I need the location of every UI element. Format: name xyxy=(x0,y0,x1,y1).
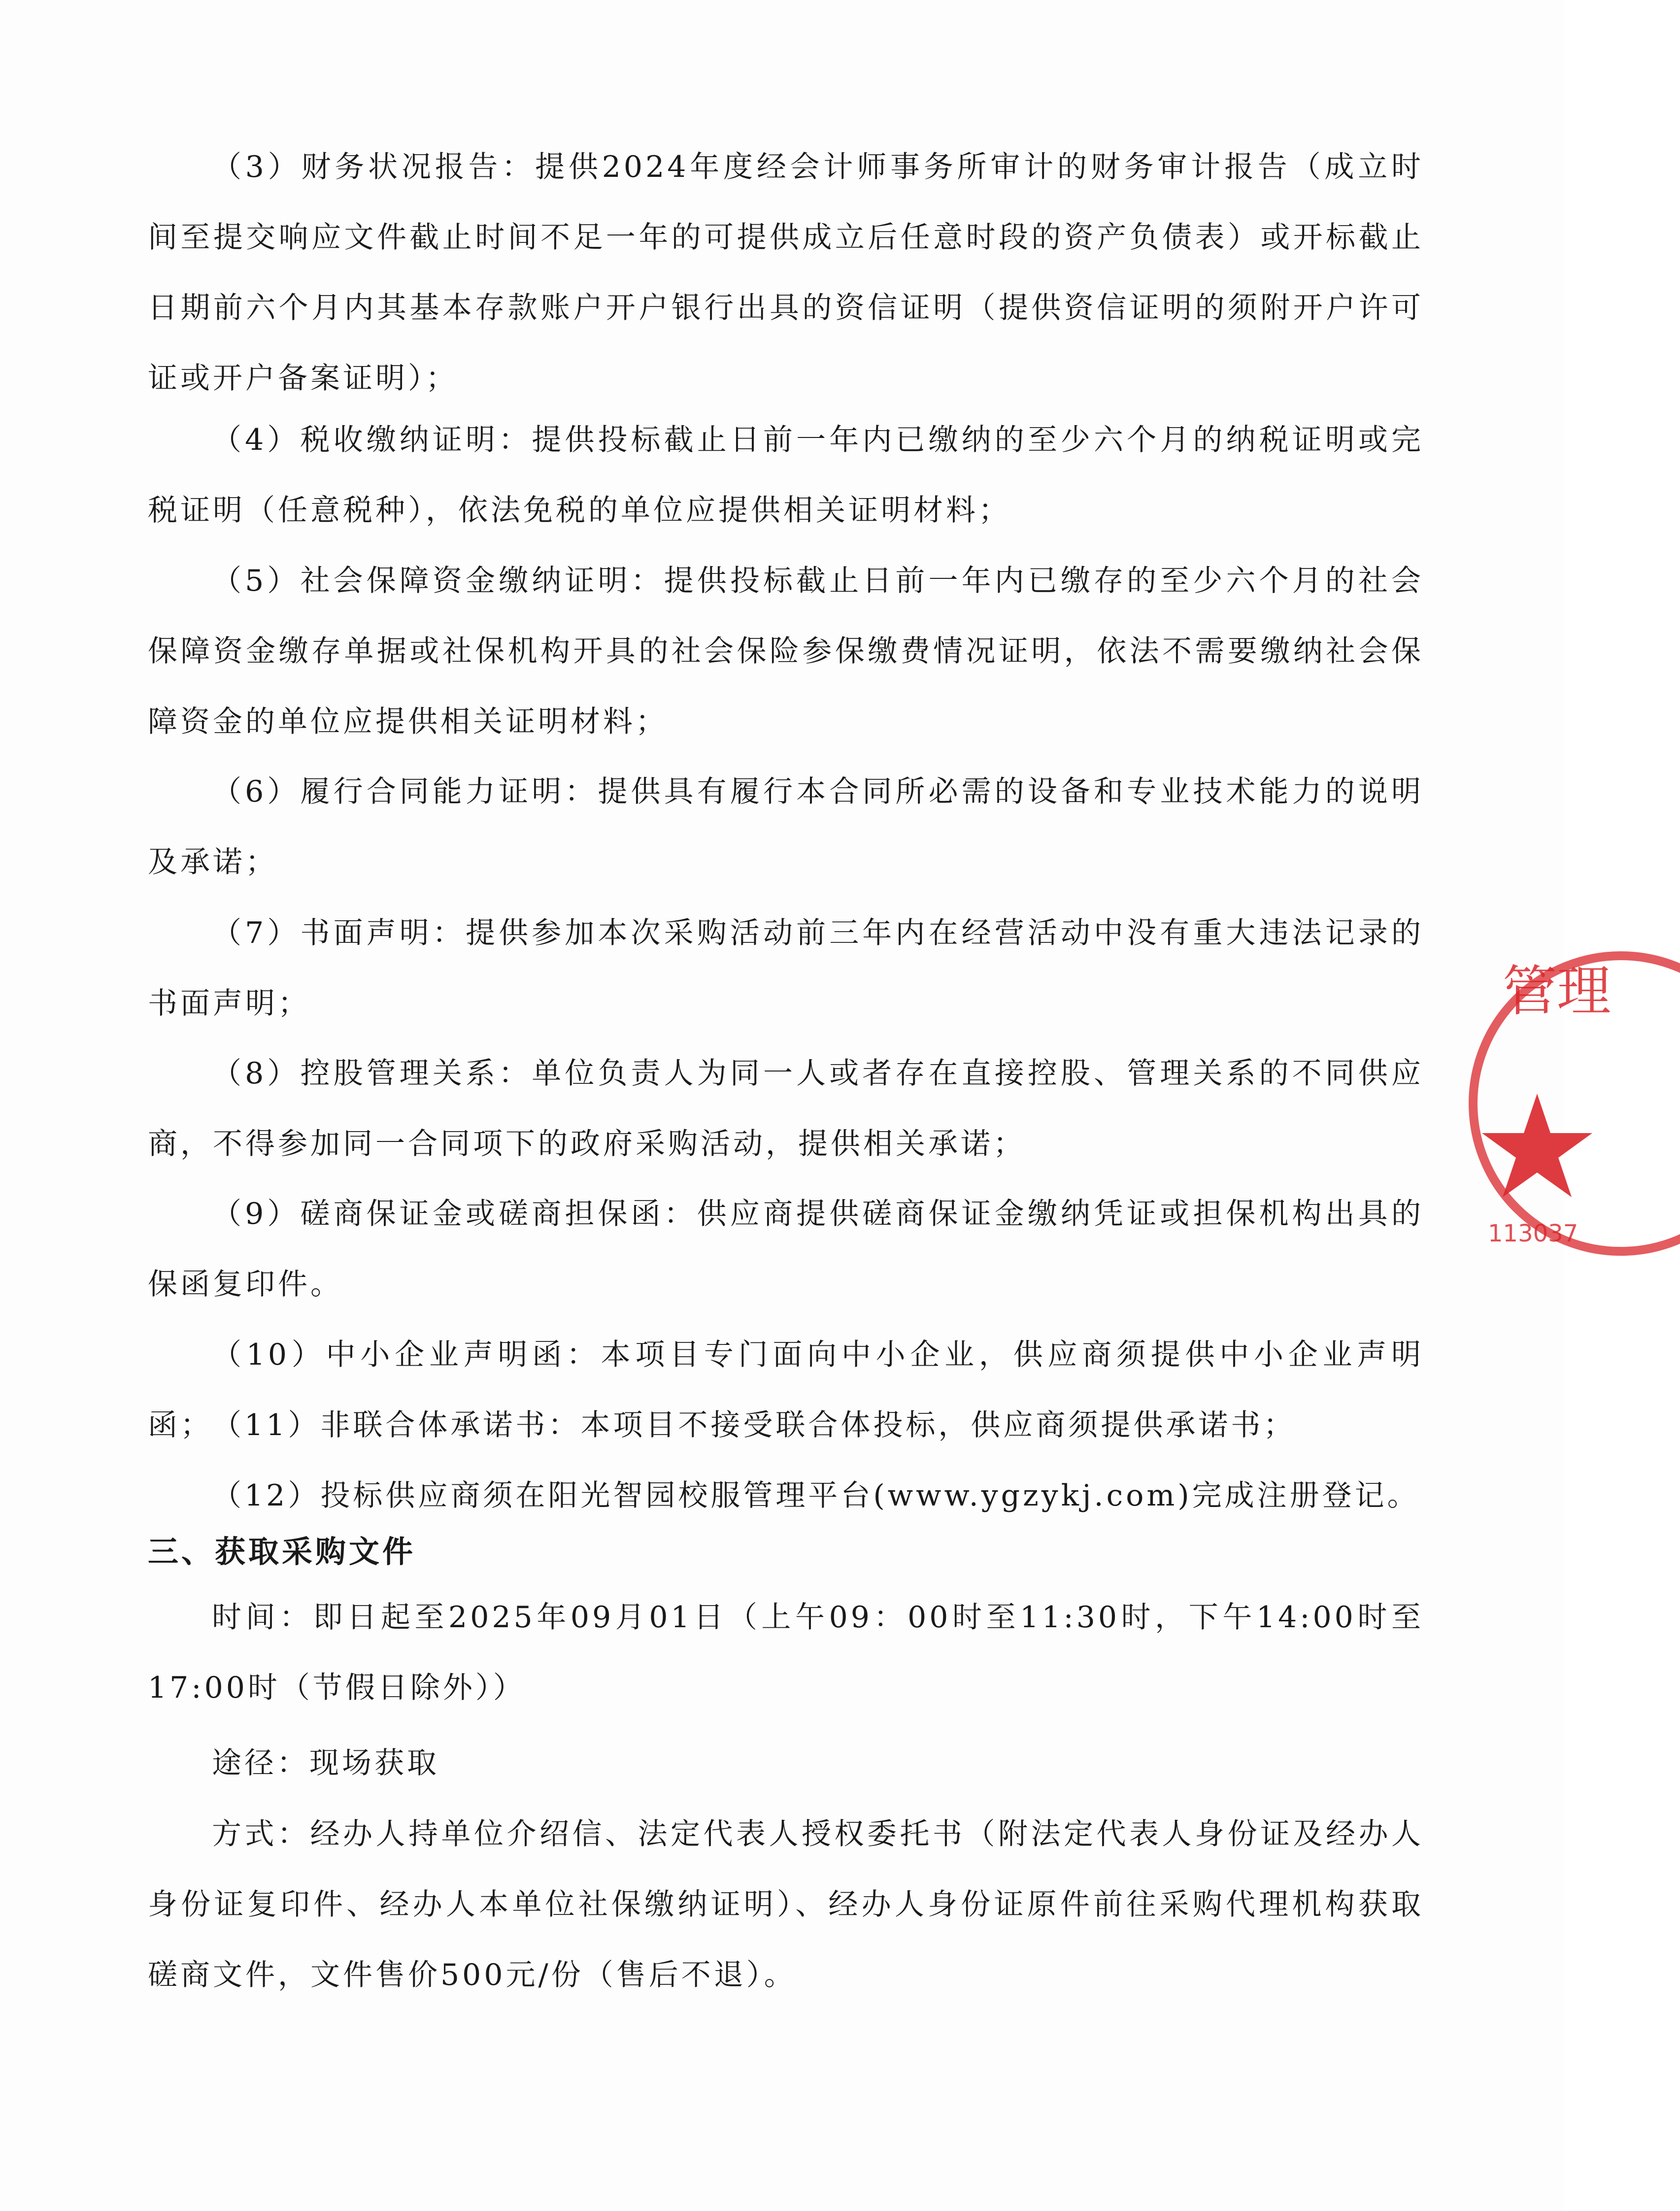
seal-number: 113037 xyxy=(1488,1220,1579,1247)
paragraph-tax-payment: （4）税收缴纳证明：提供投标截止日前一年内已缴纳的至少六个月的纳税证明或完税证明（任意税种），依法免税的单位应提供相关证明材料； xyxy=(148,423,1424,528)
paragraph-time: 时间：即日起至2025年09月01日（上午09：00时至11:30时，下午14:00时至17:00时（节假日除外）） xyxy=(148,1600,1424,1705)
paragraph-non-consortium: （11）非联合体承诺书：本项目不接受联合体投标，供应商须提供承诺书； xyxy=(212,1408,1296,1442)
seal-text: 管理 xyxy=(1503,960,1611,1023)
paragraph-guarantee: （9）磋商保证金或磋商担保函：供应商提供磋商保证金缴纳凭证或担保机构出具的保函复印件。 xyxy=(148,1197,1424,1302)
paragraph-social-security: （5）社会保障资金缴纳证明：提供投标截止日前一年内已缴存的至少六个月的社会保障资金缴存单据或社保机构开具的社会保险参保缴费情况证明，依法不需要缴纳社会保障资金的单位应提供相关证明材料； xyxy=(148,564,1424,739)
paragraph-procedure: 方式：经办人持单位介绍信、法定代表人授权委托书（附法定代表人身份证及经办人身份证复印件、经办人本单位社保缴纳证明）、经办人身份证原件前往采购代理机构获取磋商文件，文件售价500元/份（售后不退）。 xyxy=(148,1817,1424,1992)
paragraph-written-statement: （7）书面声明：提供参加本次采购活动前三年内在经营活动中没有重大违法记录的书面声明； xyxy=(148,916,1424,1021)
paragraph-financial-report: （3）财务状况报告：提供2024年度经会计师事务所审计的财务审计报告（成立时间至提交响应文件截止时间不足一年的可提供成立后任意时段的资产负债表）或开标截止日期前六个月内其基本存款账户开户银行出具的资信证明（提供资信证明的须附开户许可证或开户备案证明）； xyxy=(148,150,1424,396)
paragraph-sme-declaration: （10）中小企业声明函：本项目专门面向中小企业，供应商须提供中小企业声明函； xyxy=(148,1338,1424,1442)
official-seal xyxy=(1473,926,1680,1281)
paragraph-holding-relation: （8）控股管理关系：单位负责人为同一人或者存在直接控股、管理关系的不同供应商，不得参加同一合同项下的政府采购活动，提供相关承诺； xyxy=(148,1056,1424,1161)
paragraph-contract-ability: （6）履行合同能力证明：提供具有履行本合同所必需的设备和专业技术能力的说明及承诺； xyxy=(148,774,1424,879)
section-heading: 三、获取采购文件 xyxy=(148,1534,416,1570)
paragraph-registration: （12）投标供应商须在阳光智园校服管理平台(www.ygzykj.com)完成注册登记。 xyxy=(212,1478,1420,1513)
paragraph-method: 途径：现场获取 xyxy=(212,1746,439,1780)
